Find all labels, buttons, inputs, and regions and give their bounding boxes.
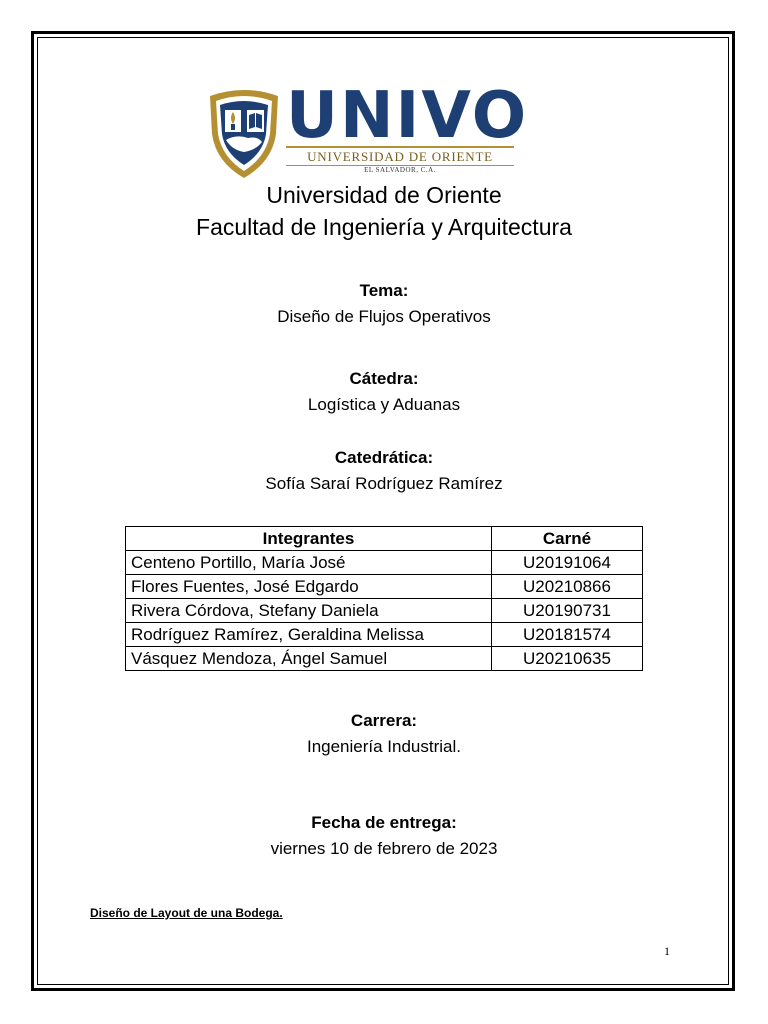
table-row [126, 551, 643, 575]
fecha-label: Fecha de entrega: [311, 813, 457, 832]
catedra-value: Logística y Aduanas [307, 395, 461, 414]
table-row [126, 575, 643, 599]
member-carne: U20191064 [492, 551, 643, 575]
member-name: Rivera Córdova, Stefany Daniela [126, 599, 492, 623]
univo-logo-subtitle: UNIVERSIDAD DE ORIENTE [286, 146, 514, 166]
member-carne: U20190731 [492, 599, 643, 623]
faculty-name: Facultad de Ingeniería y Arquitectura [196, 214, 572, 240]
catedratica-value: Sofía Saraí Rodríguez Ramírez [265, 474, 503, 493]
page-number: 1 [664, 944, 670, 958]
member-name: Rodríguez Ramírez, Geraldina Melissa [126, 623, 492, 647]
univo-logo-tagline: EL SALVADOR, C.A. [364, 166, 436, 174]
table-row [126, 623, 643, 647]
member-name: Vásquez Mendoza, Ángel Samuel [126, 647, 492, 671]
university-name: Universidad de Oriente [266, 182, 502, 208]
table-row [126, 599, 643, 623]
header-carne: Carné [492, 527, 643, 551]
table-header-row [126, 527, 643, 551]
member-name: Centeno Portillo, María José [126, 551, 492, 575]
member-carne: U20210866 [492, 575, 643, 599]
tema-value: Diseño de Flujos Operativos [277, 307, 491, 326]
table-row [126, 647, 643, 671]
catedratica-label: Catedrática: [334, 448, 434, 467]
fecha-value: viernes 10 de febrero de 2023 [270, 839, 498, 858]
carrera-value: Ingeniería Industrial. [306, 737, 462, 756]
member-carne: U20210635 [492, 647, 643, 671]
carrera-label: Carrera: [350, 711, 418, 730]
univo-logo-wordmark: UNIVO [286, 79, 529, 153]
catedra-label: Cátedra: [349, 369, 419, 388]
header-integrantes: Integrantes [126, 527, 492, 551]
member-carne: U20181574 [492, 623, 643, 647]
members-table [125, 526, 643, 671]
member-name: Flores Fuentes, José Edgardo [126, 575, 492, 599]
tema-label: Tema: [359, 281, 409, 300]
university-shield-logo [206, 88, 282, 180]
document-footer-title: Diseño de Layout de una Bodega. [90, 906, 283, 920]
